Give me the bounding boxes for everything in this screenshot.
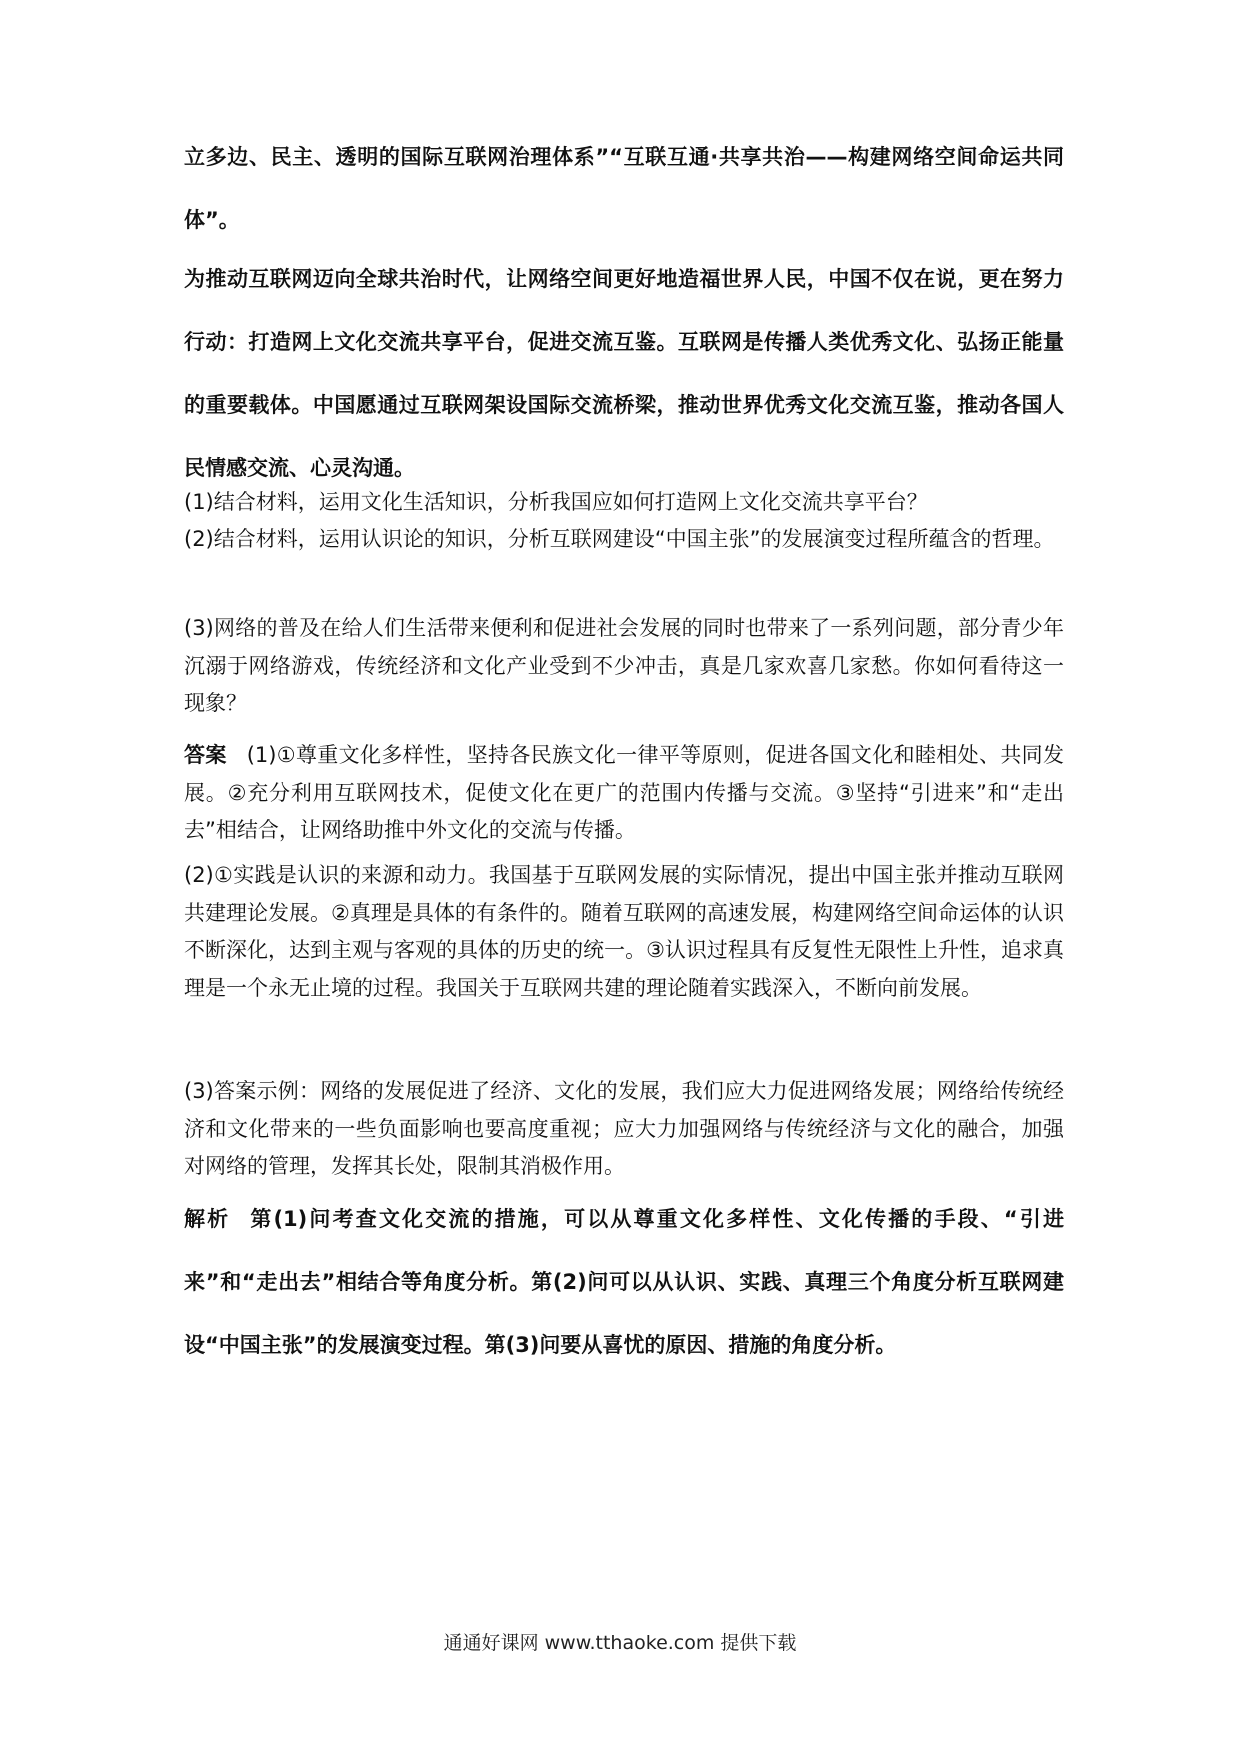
question-3: (3)网络的普及在给人们生活带来便利和促进社会发展的同时也带来了一系列问题，部分青少年沉溺于网络游戏，传统经济和文化产业受到不少冲击，真是几家欢喜几家愁。你如何看待这一现象？: [184, 616, 1064, 715]
answer-part-3: (3)答案示例：网络的发展促进了经济、文化的发展，我们应大力促进网络发展；网络给传统经济和文化带来的一些负面影响也要高度重视；应大力加强网络与传统经济与文化的融合，加强对网络的管理，发挥其长处，限制其消极作用。: [184, 1079, 1064, 1178]
question-1: (1)结合材料，运用文化生活知识，分析我国应如何打造网上文化交流共享平台？: [184, 490, 928, 514]
material-paragraph-1: 立多边、民主、透明的国际互联网治理体系”“互联互通·共享共治——构建网络空间命运共同体”。: [184, 145, 1064, 232]
answer-label: 答案: [184, 743, 227, 767]
analysis-label: 解析: [184, 1207, 231, 1231]
material-paragraph-2: 为推动互联网迈向全球共治时代，让网络空间更好地造福世界人民，中国不仅在说，更在努力行动：打造网上文化交流共享平台，促进交流互鉴。互联网是传播人类优秀文化、弘扬正能量的重要载体。中国愿通过互联网架设国际交流桥梁，推动世界优秀文化交流互鉴，推动各国人民情感交流、心灵沟通。: [184, 267, 1064, 480]
question-2: (2)结合材料，运用认识论的知识，分析互联网建设“中国主张”的发展演变过程所蕴含的哲理。: [184, 527, 1055, 551]
answer-part-1-text: (1)①尊重文化多样性，坚持各民族文化一律平等原则，促进各国文化和睦相处、共同发展。②充分利用互联网技术，促使文化在更广的范围内传播与交流。③坚持“引进来”和“走出去”相结合，让网络助推中外文化的交流与传播。: [184, 743, 1065, 842]
answer-part-1: [184, 737, 1064, 850]
answer-part-2: (2)①实践是认识的来源和动力。我国基于互联网发展的实际情况，提出中国主张并推动互联网共建理论发展。②真理是具体的有条件的。随着互联网的高速发展，构建网络空间命运体的认识不断深化，达到主观与客观的具体的历史的统一。③认识过程具有反复性无限性上升性，追求真理是一个永无止境的过程。我国关于互联网共建的理论随着实践深入，不断向前发展。: [184, 863, 1064, 1000]
analysis-paragraph: [184, 1188, 1064, 1377]
footer-download-notice: 通通好课网 www.tthaoke.com 提供下载: [443, 1632, 797, 1654]
analysis-text: 第(1)问考查文化交流的措施，可以从尊重文化多样性、文化传播的手段、“引进来”和“走出去”相结合等角度分析。第(2)问可以从认识、实践、真理三个角度分析互联网建设“中国主张”的发展演变过程。第(3)问要从喜忧的原因、措施的角度分析。: [184, 1207, 1065, 1357]
